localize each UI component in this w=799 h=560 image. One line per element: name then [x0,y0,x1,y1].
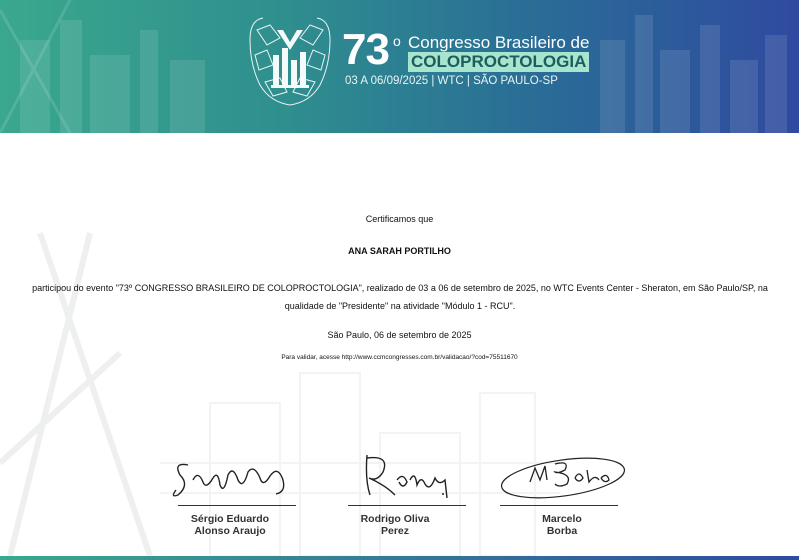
signature-rodrigo [355,450,495,510]
edition-ordinal: o [393,33,401,49]
certificate-intro: Certificamos que [365,214,434,224]
signer-name: Rodrigo Oliva Perez [360,513,430,537]
congress-logo-icon [245,10,335,110]
signature-line [178,505,296,506]
signature-sergio [168,450,308,510]
edition-number: 73 [342,25,389,74]
signature-marcelo [495,450,635,510]
place-date: São Paulo, 06 de setembro de 2025 [327,330,472,340]
signer-name: Sérgio Eduardo Alonso Araujo [190,513,270,537]
validation-link[interactable]: Para validar, acesse http://www.ccmcongresses.com.br/validacao/?cod=75511670 [281,354,518,361]
skyline-decoration [0,0,799,133]
signer-name: Marcelo Borba [542,513,582,537]
congress-title: Congresso Brasileiro de [408,33,590,52]
congress-dates-location: 03 A 06/09/2025 | WTC | SÃO PAULO-SP [345,75,558,87]
certificate-description: participou do evento "73º CONGRESSO BRASILEIRO DE COLOPROCTOLOGIA", realizado de 03 a 06 de setembro de 2025, no WTC Events Center - Sheraton, em São Paulo/SP, na qualidade de "Presidente" na atividade "Módulo 1 - RCU". [32,283,768,311]
signature-line [500,505,618,506]
header-banner [0,0,799,133]
congress-specialty: COLOPROCTOLOGIA [408,52,589,72]
signature-line [348,505,466,506]
footer-bar [0,556,799,560]
participant-name: ANA SARAH PORTILHO [348,246,451,256]
